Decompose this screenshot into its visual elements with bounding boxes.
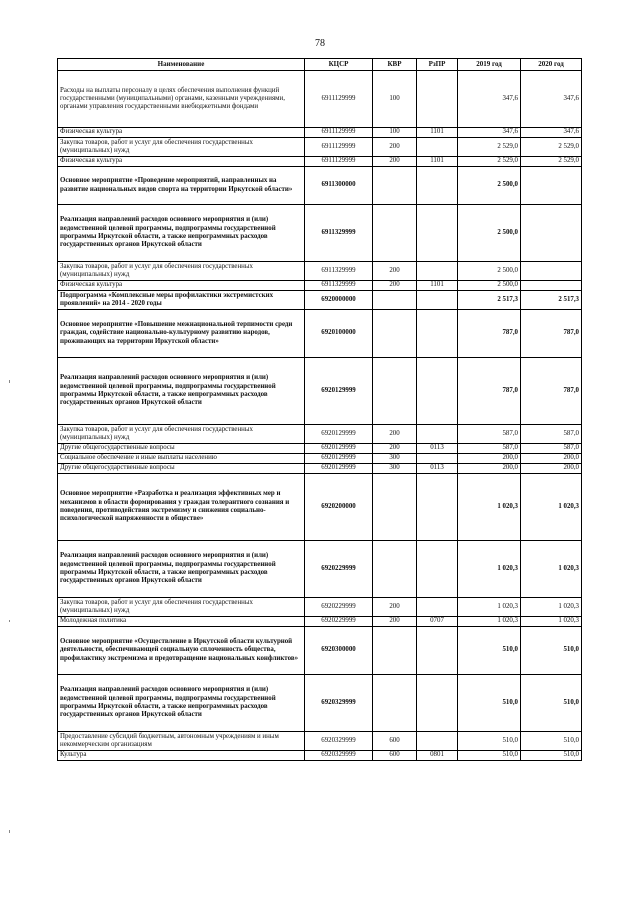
scan-mark — [9, 830, 10, 833]
table-row — [58, 205, 582, 262]
cell-2020: 200,0 — [521, 464, 582, 474]
cell-kvr: 200 — [373, 617, 417, 627]
cell-2019: 2 517,3 — [458, 291, 521, 310]
cell-kcsr: 6920129999 — [305, 444, 373, 454]
cell-kvr — [373, 675, 417, 732]
table-row — [58, 751, 582, 761]
cell-kvr — [373, 310, 417, 358]
cell-name: Закупка товаров, работ и услуг для обеспечения государственных (муниципальных) нужд — [58, 598, 305, 617]
cell-kcsr: 6920100000 — [305, 310, 373, 358]
cell-kcsr: 6920329999 — [305, 751, 373, 761]
cell-kvr — [373, 474, 417, 541]
cell-2020: 587,0 — [521, 444, 582, 454]
cell-rzpr — [417, 627, 458, 675]
cell-2019: 1 020,3 — [458, 598, 521, 617]
cell-2019: 510,0 — [458, 751, 521, 761]
table-row — [58, 262, 582, 281]
cell-2020: 2 529,0 — [521, 157, 582, 167]
table-row — [58, 598, 582, 617]
cell-2020 — [521, 167, 582, 205]
cell-kvr: 300 — [373, 454, 417, 464]
header-kcsr: КЦСР — [305, 59, 373, 71]
header-rzpr: РзПР — [417, 59, 458, 71]
table-row — [58, 358, 582, 425]
cell-2019: 510,0 — [458, 627, 521, 675]
page-number: 78 — [315, 38, 325, 49]
table-row — [58, 454, 582, 464]
cell-2019: 347,6 — [458, 128, 521, 138]
header-2019: 2019 год — [458, 59, 521, 71]
cell-rzpr: 0113 — [417, 444, 458, 454]
cell-2019: 347,6 — [458, 71, 521, 128]
cell-rzpr — [417, 358, 458, 425]
cell-rzpr — [417, 454, 458, 464]
cell-kvr: 200 — [373, 138, 417, 157]
table-row — [58, 464, 582, 474]
cell-kcsr: 6920300000 — [305, 627, 373, 675]
cell-kcsr: 6920200000 — [305, 474, 373, 541]
cell-kvr: 100 — [373, 71, 417, 128]
header-2020: 2020 год — [521, 59, 582, 71]
table-row — [58, 167, 582, 205]
cell-rzpr — [417, 474, 458, 541]
cell-kcsr: 6920129999 — [305, 425, 373, 444]
cell-rzpr — [417, 138, 458, 157]
cell-rzpr: 0707 — [417, 617, 458, 627]
cell-2020: 1 020,3 — [521, 617, 582, 627]
cell-kcsr: 6920229999 — [305, 541, 373, 598]
cell-rzpr — [417, 598, 458, 617]
cell-name: Физическая культура — [58, 281, 305, 291]
cell-kvr — [373, 627, 417, 675]
cell-kvr — [373, 541, 417, 598]
cell-kvr: 200 — [373, 262, 417, 281]
cell-kcsr: 6911329999 — [305, 262, 373, 281]
cell-name: Основное мероприятие «Осуществление в Иркутской области культурной деятельности, обеспечивающей социальную сплоченность общества, профилактику экстремизма и предотвращение национальных конфликтов» — [58, 627, 305, 675]
cell-2019: 200,0 — [458, 464, 521, 474]
table-row — [58, 281, 582, 291]
table-row — [58, 310, 582, 358]
cell-2020: 200,0 — [521, 454, 582, 464]
cell-2019: 2 500,0 — [458, 167, 521, 205]
cell-name: Другие общегосударственные вопросы — [58, 444, 305, 454]
cell-2020: 1 020,3 — [521, 598, 582, 617]
header-name: Наименование — [58, 59, 305, 71]
cell-name: Основное мероприятие «Проведение мероприятий, направленных на развитие национальных видов спорта на территории Иркутской области» — [58, 167, 305, 205]
cell-kvr: 200 — [373, 281, 417, 291]
table-row — [58, 617, 582, 627]
cell-kvr: 200 — [373, 157, 417, 167]
cell-name: Реализация направлений расходов основного мероприятия и (или) ведомственной целевой программы, подпрограммы государственной программы Иркутской области, а также непрограммных расходов государственных органов Иркутской области — [58, 675, 305, 732]
cell-kvr — [373, 167, 417, 205]
cell-kcsr: 6920129999 — [305, 454, 373, 464]
cell-rzpr — [417, 71, 458, 128]
cell-2020 — [521, 205, 582, 262]
cell-name: Физическая культура — [58, 157, 305, 167]
cell-2019: 510,0 — [458, 732, 521, 751]
cell-rzpr — [417, 425, 458, 444]
cell-2019: 787,0 — [458, 358, 521, 425]
cell-rzpr: 1101 — [417, 128, 458, 138]
cell-name: Реализация направлений расходов основного мероприятия и (или) ведомственной целевой программы, подпрограммы государственной программы Иркутской области, а также непрограммных расходов государственных органов Иркутской области — [58, 541, 305, 598]
cell-kcsr: 6911129999 — [305, 138, 373, 157]
cell-kcsr: 6920000000 — [305, 291, 373, 310]
cell-name: Реализация направлений расходов основного мероприятия и (или) ведомственной целевой программы, подпрограммы государственной программы Иркутской области, а также непрограммных расходов государственных органов Иркутской области — [58, 205, 305, 262]
cell-2020: 1 020,3 — [521, 541, 582, 598]
cell-name: Основное мероприятие «Разработка и реализация эффективных мер и механизмов в области формирования у граждан толерантного сознания и поведения, противодействия экстремизму и снижения социально-психологической напряженности в обществе» — [58, 474, 305, 541]
cell-kcsr: 6920329999 — [305, 732, 373, 751]
cell-kcsr: 6911129999 — [305, 157, 373, 167]
cell-kvr: 200 — [373, 598, 417, 617]
cell-2020 — [521, 262, 582, 281]
cell-2020: 787,0 — [521, 358, 582, 425]
cell-2019: 2 500,0 — [458, 281, 521, 291]
cell-2020: 2 517,3 — [521, 291, 582, 310]
cell-2020: 347,6 — [521, 128, 582, 138]
cell-2019: 510,0 — [458, 675, 521, 732]
cell-kvr — [373, 291, 417, 310]
cell-kcsr: 6911129999 — [305, 128, 373, 138]
header-kvr: КВР — [373, 59, 417, 71]
cell-rzpr — [417, 732, 458, 751]
cell-name: Закупка товаров, работ и услуг для обеспечения государственных (муниципальных) нужд — [58, 262, 305, 281]
table-row — [58, 425, 582, 444]
table-row — [58, 71, 582, 128]
cell-kcsr: 6920229999 — [305, 598, 373, 617]
cell-rzpr — [417, 675, 458, 732]
cell-2020: 510,0 — [521, 732, 582, 751]
table-row — [58, 291, 582, 310]
cell-rzpr — [417, 262, 458, 281]
cell-2019: 587,0 — [458, 425, 521, 444]
table-row — [58, 157, 582, 167]
cell-name: Физическая культура — [58, 128, 305, 138]
cell-name: Другие общегосударственные вопросы — [58, 464, 305, 474]
cell-2020: 2 529,0 — [521, 138, 582, 157]
cell-kvr: 100 — [373, 128, 417, 138]
cell-2019: 2 529,0 — [458, 157, 521, 167]
cell-2019: 1 020,3 — [458, 617, 521, 627]
table-row — [58, 138, 582, 157]
cell-2019: 587,0 — [458, 444, 521, 454]
cell-name: Подпрограмма «Комплексные меры профилактики экстремистских проявлений» на 2014 - 2020 годы — [58, 291, 305, 310]
cell-name: Основное мероприятие «Повышение межнациональной терпимости среди граждан, содействие национально-культурному развитию народов, проживающих на территории Иркутской области» — [58, 310, 305, 358]
cell-2020: 510,0 — [521, 751, 582, 761]
cell-rzpr: 0801 — [417, 751, 458, 761]
scan-mark — [9, 380, 10, 383]
cell-rzpr: 1101 — [417, 157, 458, 167]
table-row — [58, 732, 582, 751]
cell-name: Закупка товаров, работ и услуг для обеспечения государственных (муниципальных) нужд — [58, 425, 305, 444]
cell-name: Расходы на выплаты персоналу в целях обеспечения выполнения функций государственными (муниципальными) органами, казенными учреждениями, органами управления государственными внебюджетными фондами — [58, 71, 305, 128]
cell-kcsr: 6920129999 — [305, 358, 373, 425]
table-row — [58, 627, 582, 675]
table-row — [58, 444, 582, 454]
cell-rzpr — [417, 205, 458, 262]
table-row — [58, 675, 582, 732]
cell-2020: 587,0 — [521, 425, 582, 444]
cell-kcsr: 6911129999 — [305, 71, 373, 128]
cell-name: Закупка товаров, работ и услуг для обеспечения государственных (муниципальных) нужд — [58, 138, 305, 157]
cell-name: Предоставление субсидий бюджетным, автономным учреждениям и иным некоммерческим организациям — [58, 732, 305, 751]
cell-name: Культура — [58, 751, 305, 761]
cell-rzpr — [417, 310, 458, 358]
scan-mark — [9, 620, 10, 622]
cell-kcsr: 6911329999 — [305, 205, 373, 262]
cell-kcsr: 6920329999 — [305, 675, 373, 732]
budget-table — [57, 58, 582, 761]
cell-kcsr: 6911329999 — [305, 281, 373, 291]
cell-2019: 200,0 — [458, 454, 521, 464]
cell-2019: 1 020,3 — [458, 474, 521, 541]
cell-2019: 2 500,0 — [458, 262, 521, 281]
cell-2019: 787,0 — [458, 310, 521, 358]
cell-2020: 787,0 — [521, 310, 582, 358]
table-row — [58, 541, 582, 598]
table-row — [58, 474, 582, 541]
cell-name: Социальное обеспечение и иные выплаты населению — [58, 454, 305, 464]
cell-rzpr — [417, 291, 458, 310]
cell-2020 — [521, 281, 582, 291]
cell-kvr — [373, 205, 417, 262]
cell-kvr — [373, 358, 417, 425]
cell-name: Реализация направлений расходов основного мероприятия и (или) ведомственной целевой программы, подпрограммы государственной программы Иркутской области, а также непрограммных расходов государственных органов Иркутской области — [58, 358, 305, 425]
cell-kvr: 600 — [373, 732, 417, 751]
cell-2020: 347,6 — [521, 71, 582, 128]
cell-2019: 1 020,3 — [458, 541, 521, 598]
cell-2020: 1 020,3 — [521, 474, 582, 541]
cell-rzpr — [417, 167, 458, 205]
cell-2020: 510,0 — [521, 627, 582, 675]
cell-2019: 2 529,0 — [458, 138, 521, 157]
cell-kvr: 600 — [373, 751, 417, 761]
cell-kcsr: 6920129999 — [305, 464, 373, 474]
table-row — [58, 128, 582, 138]
cell-rzpr: 1101 — [417, 281, 458, 291]
cell-rzpr: 0113 — [417, 464, 458, 474]
cell-2020: 510,0 — [521, 675, 582, 732]
cell-kvr: 200 — [373, 444, 417, 454]
cell-kvr: 200 — [373, 425, 417, 444]
cell-rzpr — [417, 541, 458, 598]
cell-kcsr: 6911300000 — [305, 167, 373, 205]
table-header-row — [58, 59, 582, 71]
cell-name: Молодежная политика — [58, 617, 305, 627]
cell-kcsr: 6920229999 — [305, 617, 373, 627]
cell-kvr: 300 — [373, 464, 417, 474]
cell-2019: 2 500,0 — [458, 205, 521, 262]
